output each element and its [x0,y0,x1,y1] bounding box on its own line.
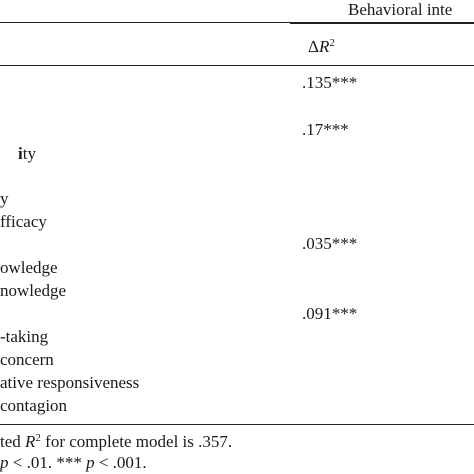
note-prefix: ted [0,432,26,451]
note-p-variable: p [86,453,95,472]
column-group-header [348,0,452,20]
table-bottom-rule [0,424,474,425]
delta-r2-header [308,37,335,57]
note-suffix: for complete model is .357. [40,432,233,451]
row-label: owledge [0,258,58,277]
delta-r2-value-block1: .135*** [302,73,358,92]
column-group-rule [290,23,474,24]
row-label: ative responsiveness [0,373,140,392]
delta-r2-value-block3: .035*** [302,234,358,253]
row-label-section-heading [18,144,36,164]
note-p-variable: p [0,453,9,472]
row-label: contagion [0,396,68,415]
delta-r2-value-block4: .091*** [302,304,358,323]
table-note-line2 [0,453,147,473]
row-label: nowledge [0,281,67,300]
row-label: y [0,189,9,208]
delta-symbol: Δ [308,37,319,56]
row-label-bold-fragment: i [18,144,23,163]
row-label-rest: ty [22,144,36,163]
note-suffix: < .001. [94,453,147,472]
row-label: -taking [0,327,49,346]
delta-variable: R [318,37,330,56]
column-group-label: Behavioral inte [348,0,453,19]
row-label: concern [0,350,54,369]
delta-superscript: 2 [329,37,335,49]
row-label: fficacy [0,212,47,231]
note-variable: R [25,432,36,451]
note-superscript: 2 [35,432,41,444]
note-mid: < .01. *** [8,453,87,472]
table-note-line1 [0,432,232,452]
header-bottom-rule [0,65,474,66]
delta-r2-value-block2: .17*** [302,120,349,139]
